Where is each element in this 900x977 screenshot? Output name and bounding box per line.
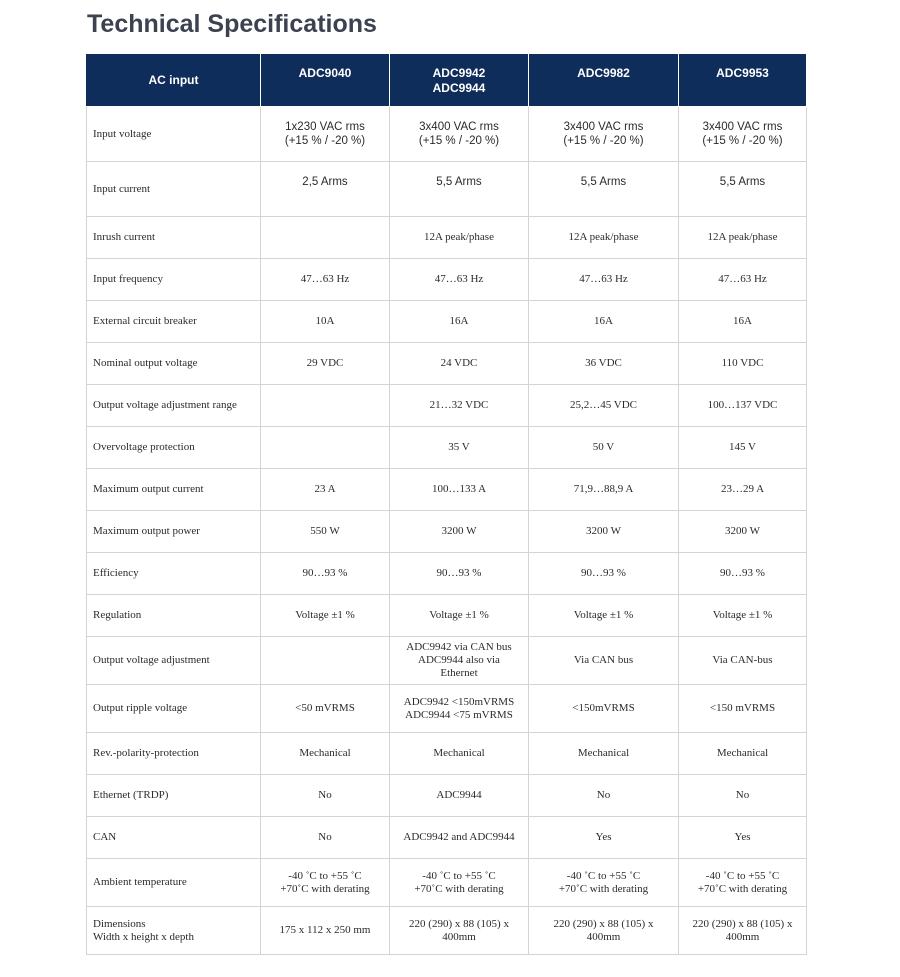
row-label: External circuit breaker bbox=[87, 301, 261, 343]
table-cell: 3200 W bbox=[679, 511, 807, 553]
table-cell: <150mVRMS bbox=[529, 685, 679, 733]
table-row bbox=[87, 859, 807, 907]
table-cell: No bbox=[261, 775, 390, 817]
row-label: Output voltage adjustment range bbox=[87, 385, 261, 427]
table-cell: Via CAN bus bbox=[529, 637, 679, 685]
table-cell: Mechanical bbox=[390, 733, 529, 775]
table-cell: Voltage ±1 % bbox=[679, 595, 807, 637]
table-cell: 12A peak/phase bbox=[679, 217, 807, 259]
row-label: Overvoltage protection bbox=[87, 427, 261, 469]
table-cell: 145 V bbox=[679, 427, 807, 469]
table-cell: 100…137 VDC bbox=[679, 385, 807, 427]
table-cell: 16A bbox=[390, 301, 529, 343]
table-cell: 16A bbox=[679, 301, 807, 343]
table-cell: Yes bbox=[529, 817, 679, 859]
table-cell: 220 (290) x 88 (105) x 400mm bbox=[529, 907, 679, 955]
table-cell: No bbox=[679, 775, 807, 817]
row-label: Ethernet (TRDP) bbox=[87, 775, 261, 817]
column-header-ac-input: AC input bbox=[87, 54, 261, 107]
row-label: Rev.-polarity-protection bbox=[87, 733, 261, 775]
row-label: Output voltage adjustment bbox=[87, 637, 261, 685]
table-cell: 12A peak/phase bbox=[390, 217, 529, 259]
table-cell: 47…63 Hz bbox=[390, 259, 529, 301]
table-cell: 47…63 Hz bbox=[529, 259, 679, 301]
table-cell: 10A bbox=[261, 301, 390, 343]
table-row bbox=[87, 775, 807, 817]
table-cell: 220 (290) x 88 (105) x 400mm bbox=[679, 907, 807, 955]
table-cell: 110 VDC bbox=[679, 343, 807, 385]
table-row bbox=[87, 217, 807, 259]
table-cell: Voltage ±1 % bbox=[390, 595, 529, 637]
table-cell: <150 mVRMS bbox=[679, 685, 807, 733]
table-cell: 3x400 VAC rms (+15 % / -20 %) bbox=[679, 107, 807, 162]
table-cell: -40 ˚C to +55 ˚C +70˚C with derating bbox=[679, 859, 807, 907]
table-cell: 16A bbox=[529, 301, 679, 343]
table-cell: 1x230 VAC rms (+15 % / -20 %) bbox=[261, 107, 390, 162]
table-cell: Voltage ±1 % bbox=[261, 595, 390, 637]
table-cell: 175 x 112 x 250 mm bbox=[261, 907, 390, 955]
row-label: Input frequency bbox=[87, 259, 261, 301]
table-cell: 550 W bbox=[261, 511, 390, 553]
table-cell: 220 (290) x 88 (105) x 400mm bbox=[390, 907, 529, 955]
table-cell: 36 VDC bbox=[529, 343, 679, 385]
table-cell: -40 ˚C to +55 ˚C +70˚C with derating bbox=[390, 859, 529, 907]
table-row bbox=[87, 385, 807, 427]
table-cell: 3200 W bbox=[390, 511, 529, 553]
table-cell: -40 ˚C to +55 ˚C +70˚C with derating bbox=[529, 859, 679, 907]
table-row bbox=[87, 301, 807, 343]
column-header-adc9942-adc9944: ADC9942 ADC9944 bbox=[390, 54, 529, 107]
table-row bbox=[87, 427, 807, 469]
table-cell: 3x400 VAC rms (+15 % / -20 %) bbox=[529, 107, 679, 162]
table-cell: Via CAN-bus bbox=[679, 637, 807, 685]
table-cell: 29 VDC bbox=[261, 343, 390, 385]
specifications-table bbox=[86, 54, 807, 955]
table-cell: Mechanical bbox=[261, 733, 390, 775]
row-label: Nominal output voltage bbox=[87, 343, 261, 385]
table-row bbox=[87, 907, 807, 955]
table-cell: No bbox=[261, 817, 390, 859]
table-cell: 90…93 % bbox=[529, 553, 679, 595]
table-row bbox=[87, 553, 807, 595]
table-cell: 21…32 VDC bbox=[390, 385, 529, 427]
row-label: Efficiency bbox=[87, 553, 261, 595]
table-row bbox=[87, 259, 807, 301]
table-cell: 47…63 Hz bbox=[261, 259, 390, 301]
table-cell: 47…63 Hz bbox=[679, 259, 807, 301]
table-cell: 90…93 % bbox=[679, 553, 807, 595]
table-row bbox=[87, 817, 807, 859]
table-row bbox=[87, 469, 807, 511]
row-label: Ambient temperature bbox=[87, 859, 261, 907]
row-label: Maximum output current bbox=[87, 469, 261, 511]
column-header-adc9982: ADC9982 bbox=[529, 54, 679, 107]
table-cell: 5,5 Arms bbox=[529, 162, 679, 217]
table-header-row bbox=[87, 54, 807, 107]
row-label: CAN bbox=[87, 817, 261, 859]
table-cell: ADC9944 bbox=[390, 775, 529, 817]
table-cell: 90…93 % bbox=[390, 553, 529, 595]
table-cell: 2,5 Arms bbox=[261, 162, 390, 217]
table-row bbox=[87, 637, 807, 685]
table-cell bbox=[261, 427, 390, 469]
table-cell bbox=[261, 385, 390, 427]
table-cell: 50 V bbox=[529, 427, 679, 469]
table-row bbox=[87, 685, 807, 733]
table-row bbox=[87, 595, 807, 637]
table-cell: 71,9…88,9 A bbox=[529, 469, 679, 511]
table-cell: No bbox=[529, 775, 679, 817]
table-cell: 12A peak/phase bbox=[529, 217, 679, 259]
table-cell bbox=[261, 217, 390, 259]
table-cell: Yes bbox=[679, 817, 807, 859]
table-cell: 5,5 Arms bbox=[679, 162, 807, 217]
row-label: Inrush current bbox=[87, 217, 261, 259]
table-cell: 5,5 Arms bbox=[390, 162, 529, 217]
row-label: Regulation bbox=[87, 595, 261, 637]
table-cell: Mechanical bbox=[679, 733, 807, 775]
table-cell: 100…133 A bbox=[390, 469, 529, 511]
table-cell bbox=[261, 637, 390, 685]
table-cell: 23 A bbox=[261, 469, 390, 511]
row-label: Dimensions Width x height x depth bbox=[87, 907, 261, 955]
table-cell: 35 V bbox=[390, 427, 529, 469]
table-cell: ADC9942 via CAN bus ADC9944 also via Ethernet bbox=[390, 637, 529, 685]
table-cell: Voltage ±1 % bbox=[529, 595, 679, 637]
table-cell: ADC9942 <150mVRMS ADC9944 <75 mVRMS bbox=[390, 685, 529, 733]
table-body bbox=[87, 107, 807, 955]
table-row bbox=[87, 162, 807, 217]
table-row bbox=[87, 511, 807, 553]
table-cell: -40 ˚C to +55 ˚C +70˚C with derating bbox=[261, 859, 390, 907]
table-row bbox=[87, 343, 807, 385]
table-cell: 3200 W bbox=[529, 511, 679, 553]
table-cell: 3x400 VAC rms (+15 % / -20 %) bbox=[390, 107, 529, 162]
table-cell: <50 mVRMS bbox=[261, 685, 390, 733]
row-label: Input voltage bbox=[87, 107, 261, 162]
table-cell: 25,2…45 VDC bbox=[529, 385, 679, 427]
column-header-adc9040: ADC9040 bbox=[261, 54, 390, 107]
table-row bbox=[87, 733, 807, 775]
table-cell: 90…93 % bbox=[261, 553, 390, 595]
table-row bbox=[87, 107, 807, 162]
column-header-adc9953: ADC9953 bbox=[679, 54, 807, 107]
table-cell: 23…29 A bbox=[679, 469, 807, 511]
page-title: Technical Specifications bbox=[87, 10, 377, 38]
table-cell: ADC9942 and ADC9944 bbox=[390, 817, 529, 859]
row-label: Input current bbox=[87, 162, 261, 217]
row-label: Output ripple voltage bbox=[87, 685, 261, 733]
table-cell: Mechanical bbox=[529, 733, 679, 775]
row-label: Maximum output power bbox=[87, 511, 261, 553]
table-cell: 24 VDC bbox=[390, 343, 529, 385]
